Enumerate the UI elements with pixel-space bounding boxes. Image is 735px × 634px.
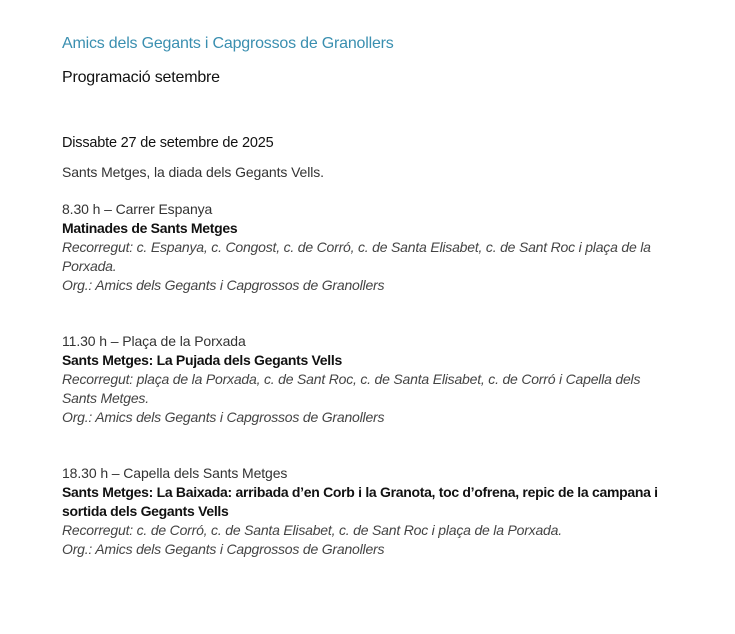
event-item [62,200,662,295]
event-time: 11.30 h – Plaça de la Porxada [62,333,246,349]
day-intro: Sants Metges, la diada dels Gegants Vells. [62,164,324,180]
event-organizer: Org.: Amics dels Gegants i Capgrossos de Granollers [62,541,385,557]
event-organizer: Org.: Amics dels Gegants i Capgrossos de Granollers [62,409,385,425]
event-route: Recorregut: plaça de la Porxada, c. de Sant Roc, c. de Santa Elisabet, c. de Corró i Capella dels Sants Metges. [62,371,641,406]
event-route: Recorregut: c. Espanya, c. Congost, c. de Corró, c. de Santa Elisabet, c. de Sant Roc i plaça de la Porxada. [62,239,651,274]
event-time: 18.30 h – Capella dels Sants Metges [62,465,288,481]
event-name: Sants Metges: La Pujada dels Gegants Vells [62,352,342,368]
event-item [62,332,662,427]
organization-title: Amics dels Gegants i Capgrossos de Granollers [62,35,394,52]
program-title: Programació setembre [62,69,220,86]
date-heading: Dissabte 27 de setembre de 2025 [62,135,274,151]
event-time: 8.30 h – Carrer Espanya [62,201,213,217]
document-page [62,33,662,559]
event-organizer: Org.: Amics dels Gegants i Capgrossos de Granollers [62,277,385,293]
event-route: Recorregut: c. de Corró, c. de Santa Elisabet, c. de Sant Roc i plaça de la Porxada. [62,522,562,538]
event-name: Matinades de Sants Metges [62,220,238,236]
event-item [62,464,662,559]
event-name: Sants Metges: La Baixada: arribada d’en Corb i la Granota, toc d’ofrena, repic de la campana i sortida dels Gegants Vells [62,484,658,519]
